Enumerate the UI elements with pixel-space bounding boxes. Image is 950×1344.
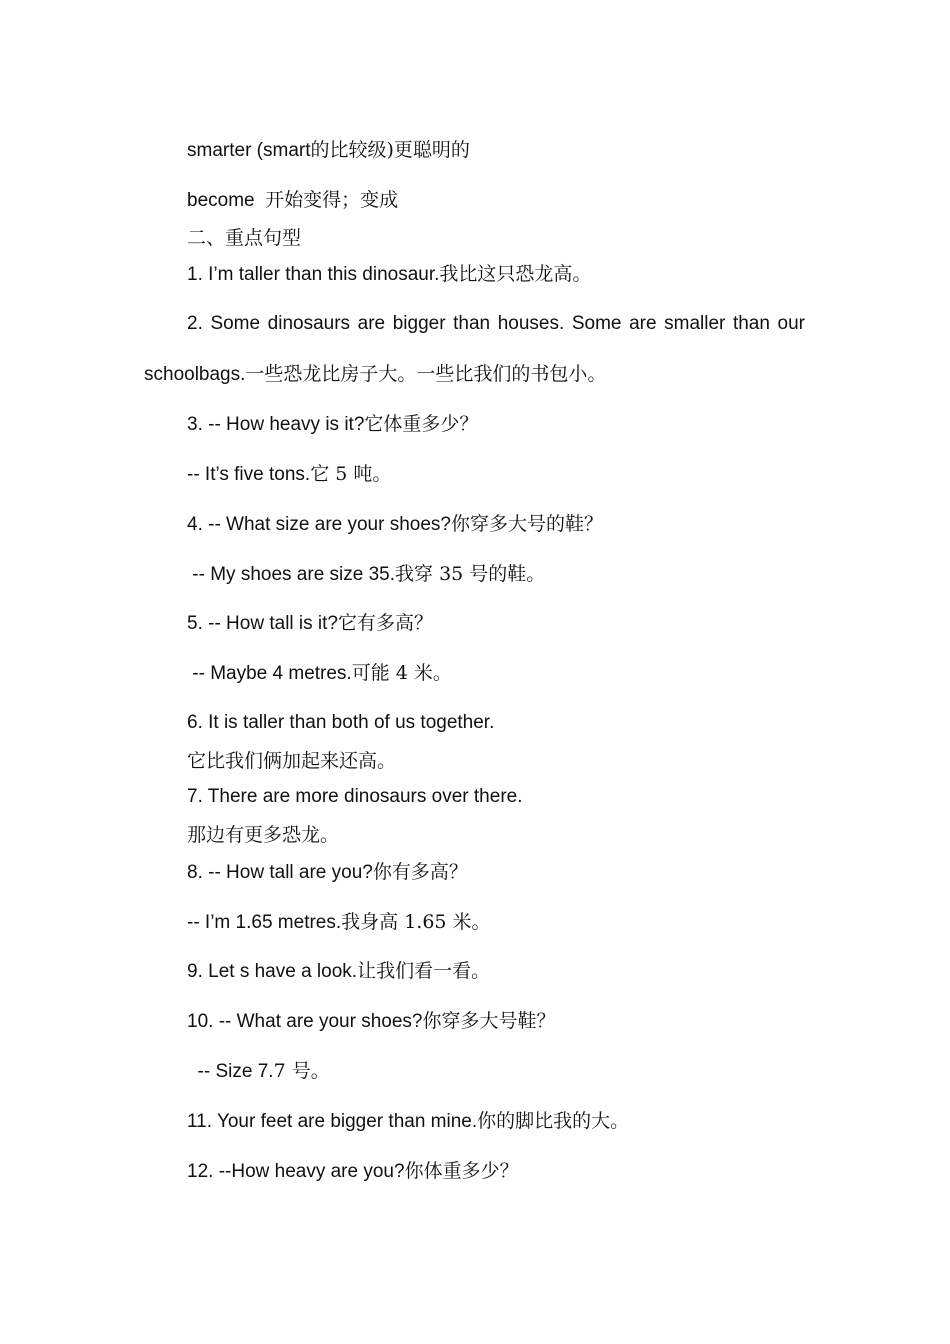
sentence-2-line-1: 2. Some dinosaurs are bigger than houses. Some are smaller than our [187,313,805,334]
sentence-6-english: 6. It is taller than both of us together. [187,712,495,733]
sentence-en: 10. -- What are your shoes? [187,1011,423,1032]
sentence-1 [187,261,591,288]
sentence-3-question [187,411,478,438]
sentence-4-answer [187,561,545,588]
sentence-10-answer [187,1058,330,1085]
sentence-zh: 你穿多大号的鞋？ [451,513,604,535]
sentence-zh: 你穿多大号鞋？ [422,1010,556,1032]
sentence-zh: 它体重多少？ [364,413,479,435]
sentence-8-question [187,859,468,886]
sentence-7-chinese: 那边有更多恐龙。 [187,824,340,846]
section-title: 二、重点句型 [187,227,302,249]
sentence-11 [187,1108,629,1135]
sentence-7-english: 7. There are more dinosaurs over there. [187,786,523,807]
sentence-zh: 可能 4 米。 [351,662,452,684]
sentence-zh: 我穿 35 号的鞋。 [395,563,546,585]
sentence-9 [187,958,490,985]
sentence-zh: 它有多高？ [337,612,433,634]
sentence-6-chinese: 它比我们俩加起来还高。 [187,750,397,772]
sentence-en: -- I’m 1.65 metres. [187,912,342,933]
sentence-en: schoolbags. [144,364,246,385]
sentence-en: 9. Let s have a look. [187,961,358,982]
sentence-en: 12. --How heavy are you? [187,1161,405,1182]
sentence-en: 5. -- How tall is it? [187,613,338,634]
sentence-12 [187,1158,519,1185]
sentence-en: -- Size 7. [187,1061,274,1082]
sentence-zh: 我身高 1.65 米。 [341,911,491,933]
sentence-en: 3. -- How heavy is it? [187,414,365,435]
vocab-meaning: 的比较级)更聪明的 [310,139,470,161]
sentence-10-question [187,1008,556,1035]
sentence-en: 4. -- What size are your shoes? [187,514,451,535]
sentence-zh: 7 号。 [273,1060,330,1082]
sentence-en: 8. -- How tall are you? [187,862,373,883]
sentence-zh: 它 5 吨。 [310,463,392,485]
sentence-zh: 一些恐龙比房子大。一些比我们的书包小。 [245,363,607,385]
sentence-zh: 你体重多少？ [404,1160,519,1182]
vocab-word: become [187,190,266,211]
sentence-zh: 我比这只恐龙高。 [439,263,592,285]
sentence-5-answer [187,660,452,687]
sentence-zh: 你有多高？ [372,861,468,883]
sentence-4-question [187,511,603,538]
sentence-zh: 你的脚比我的大。 [477,1110,630,1132]
vocab-word: smarter (smart [187,140,311,161]
sentence-8-answer [187,909,491,936]
sentence-en: 11. Your feet are bigger than mine. [187,1111,478,1132]
sentence-5-question [187,610,433,637]
sentence-2-line-2 [144,361,606,388]
vocab-meaning: 开始变得；变成 [265,189,399,211]
vocab-line-smarter [187,137,470,164]
sentence-en: -- Maybe 4 metres. [187,663,352,684]
sentence-3-answer [187,461,391,488]
sentence-zh: 让我们看一看。 [357,960,491,982]
sentence-en: 1. I’m taller than this dinosaur. [187,264,440,285]
vocab-line-become [187,187,398,214]
sentence-en: -- My shoes are size 35. [187,564,396,585]
sentence-en: -- It’s five tons. [187,464,311,485]
